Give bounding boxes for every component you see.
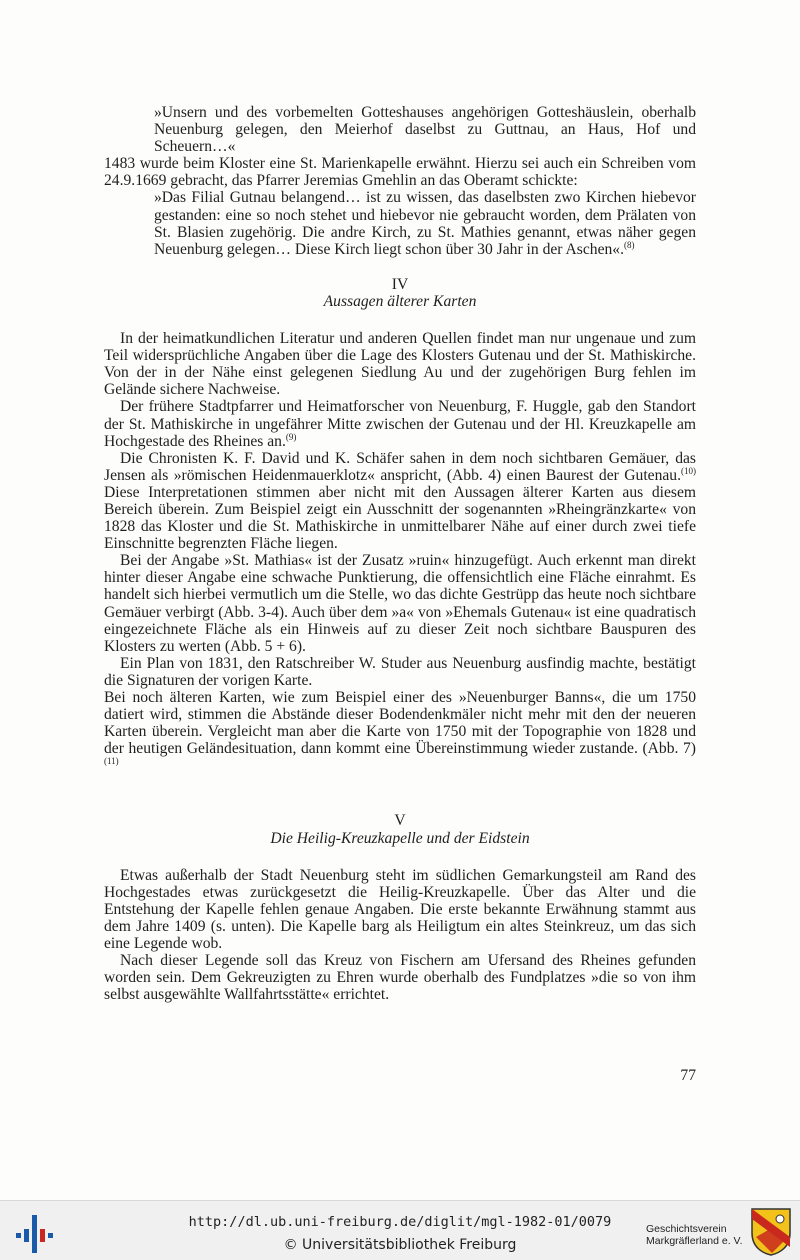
- quote-block-2: [104, 189, 696, 257]
- paragraph: Etwas außerhalb der Stadt Neuenburg steht im südlichen Gemarkungsteil am Rand des Hochgestades etwas zurückgesetzt die Heilig-Kreuzkapelle. Über das Alter und die Entstehung der Kapelle fehlen genaue Angaben. Die erste bekannte Erwähnung stammt aus dem Jahre 1409 (s. unten). Die Kapelle barg als Heiligtum ein altes Steinkreuz, um das sich eine Legende wob.: [104, 866, 696, 953]
- section-title: Aussagen älterer Karten: [323, 292, 477, 310]
- footnote-ref: (11): [104, 756, 119, 767]
- paragraph-text: Der frühere Stadtpfarrer und Heimatforscher von Neuenburg, F. Huggle, gab den Standort der St. Mathiskirche in ungefährer Mitte zwischen der Gutenau und der Hl. Kreuzkapelle am Hochgestade des Rheines an.: [104, 398, 696, 450]
- section-number: IV: [391, 275, 409, 293]
- quote-block-1: »Unsern und des vorbemelten Gotteshauses angehörigen Gotteshäuslein, oberhalb Neuenburg gelegen, den Meierhof daselbst zu Guttnau, an Haus, Hof und Scheuern…«: [154, 104, 696, 156]
- paragraph: In der heimatkundlichen Literatur und anderen Quellen findet man nur ungenaue und zum Teil widersprüchliche Angaben über die Lage des Klosters Gutenau und der St. Mathiskirche. Von der in der Nähe einst gelegenen Siedlung Au und der zugehörigen Burg fehlen im Gelände sichere Nachweise.: [104, 330, 696, 399]
- document-url-link[interactable]: http://dl.ub.uni-freiburg.de/diglit/mgl-1982-01/0079: [188, 1214, 612, 1230]
- library-logo-icon: [14, 1211, 54, 1255]
- coat-of-arms-icon: [750, 1207, 792, 1257]
- section-title: Die Heilig-Kreuzkapelle und der Eidstein: [270, 829, 530, 847]
- section-number: V: [394, 812, 406, 830]
- viewer-footer: [0, 1200, 800, 1260]
- society-name: [646, 1223, 748, 1247]
- paragraph: [104, 689, 696, 774]
- paragraph: [104, 398, 696, 449]
- body-text: [104, 104, 696, 1003]
- page-number: 77: [680, 1067, 696, 1084]
- paragraph-text: Diese Interpretationen stimmen aber nicht mit den Aussagen älterer Karten aus diesem Bereich überein. Zum Beispiel zeigt ein Ausschnitt der sogenannten »Rheingränzkarte« von 1828 das Kloster und die St. Mathiskirche in unmittelbarer Nähe auf einer durch zwei tiefe Einschnitte begrenzten Fläche liegen.: [104, 483, 696, 553]
- paragraph: [104, 450, 696, 553]
- footnote-ref: (8): [624, 239, 635, 250]
- footnote-ref: (9): [285, 431, 297, 442]
- paragraph: Ein Plan von 1831, den Ratschreiber W. Studer aus Neuenburg ausfindig machte, bestätigt die Signaturen der vorigen Karte.: [104, 654, 696, 689]
- copyright-text: © Universitätsbibliothek Freiburg: [283, 1237, 517, 1253]
- paragraph: Nach dieser Legende soll das Kreuz von Fischern am Ufersand des Rheines gefunden worden sein. Dem Gekreuzigten zu Ehren wurde oberhalb des Fundplatzes »die so von ihm selbst ausgewählte Wallfahrtsstätte« errichtet.: [104, 952, 696, 1004]
- footnote-ref: (10): [681, 465, 696, 476]
- paragraph-text: Bei noch älteren Karten, wie zum Beispiel einer des »Neuenburger Banns«, die um 1750 datiert wird, stimmen die Abstände dieser Bodendenkmäler nicht mehr mit den der neueren Karten überein. Vergleicht man aber die Karte von 1750 mit der Topographie von 1828 und der heutigen Geländesituation, dann kommt eine Übereinstimmung wieder zustande. (Abb. 7): [104, 689, 696, 758]
- society-line: Geschichtsverein: [646, 1223, 727, 1235]
- paragraph: Bei der Angabe »St. Mathias« ist der Zusatz »ruin« hinzugefügt. Auch erkennt man direkt hinter dieser Angabe eine schwache Punktierung, die offensichtlich eine Fläche einrahmt. Es handelt sich hierbei vermutlich um die Stelle, wo das dichte Gestrüpp das heute noch sichtbare Gemäuer verbirgt (Abb. 3-4). Auch über dem »a« von »Ehemals Gutenau« ist eine quadratisch eingezeichnete Fläche als ein Hinweis auf zu dieser Zeit noch sichtbare Bauspuren des Klosters zu werten (Abb. 5 + 6).: [104, 552, 696, 655]
- quote-text: »Das Filial Gutnau belangend… ist zu wissen, das daselbsten zwo Kirchen hiebevor gestanden: eine so noch stehet und hiebevor nie gebraucht worden, dem Prälaten von St. Blasien zugehörig. Die andre Kirch, zu St. Mathies genannt, etwas näher gegen Neuenburg gelegen… Diese Kirch liegt schon über 30 Jahr in der Aschen«.: [154, 189, 696, 258]
- society-line: Markgräflerland e. V.: [646, 1235, 743, 1247]
- paragraph: 1483 wurde beim Kloster eine St. Marienkapelle erwähnt. Hierzu sei auch ein Schreiben vom 24.9.1669 gebracht, das Pfarrer Jeremias Gmehlin an das Oberamt schickte:: [104, 155, 696, 190]
- paragraph-text: Die Chronisten K. F. David und K. Schäfer sahen in dem noch sichtbaren Gemäuer, das Jensen als »römischen Heidenmauerklotz« anspricht, (Abb. 4) einen Baurest der Gutenau.: [104, 449, 696, 484]
